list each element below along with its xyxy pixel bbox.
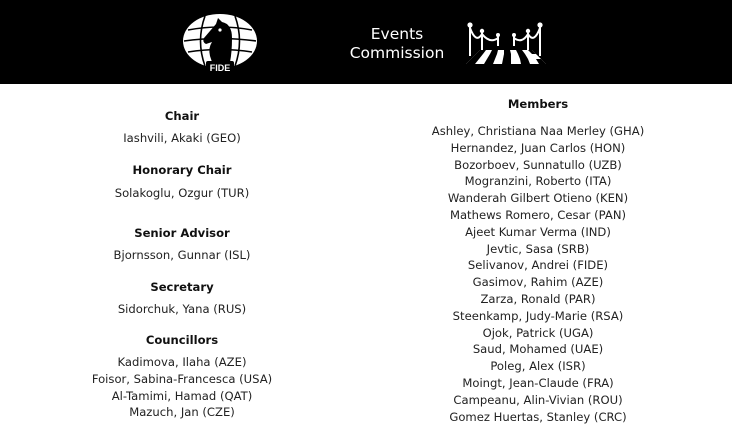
member-name: Campeanu, Alin-Vivian (ROU): [453, 392, 623, 407]
members-heading: Members: [507, 97, 569, 111]
councillors-heading: Councillors: [145, 333, 219, 347]
member-name: Gomez Huertas, Stanley (CRC): [449, 409, 627, 424]
councillor-name: Mazuch, Jan (CZE): [129, 405, 235, 419]
member-name: Gasimov, Rahim (AZE): [472, 275, 604, 290]
member-name: Wanderah Gilbert Otieno (KEN): [447, 191, 629, 206]
member-name: Steenkamp, Judy-Marie (RSA): [452, 308, 624, 323]
fide-knight-globe-icon: [182, 12, 258, 74]
secretary-heading: Secretary: [150, 280, 214, 294]
member-name: Jevtic, Sasa (SRB): [486, 241, 590, 256]
title-line-1: Events: [370, 25, 424, 43]
member-name: Mogranzini, Roberto (ITA): [464, 174, 612, 189]
councillor-name: Foisor, Sabina-Francesca (USA): [91, 372, 273, 386]
honorary-chair-heading: Honorary Chair: [132, 163, 232, 177]
councillor-name: Al-Tamimi, Hamad (QAT): [111, 389, 253, 403]
member-name: Ashley, Christiana Naa Merley (GHA): [431, 124, 645, 138]
secretary-name: Sidorchuk, Yana (RUS): [117, 302, 247, 316]
page-title: [340, 25, 454, 63]
member-name: Ojok, Patrick (UGA): [482, 325, 594, 340]
member-name: Moingt, Jean-Claude (FRA): [462, 375, 614, 390]
header-banner: [0, 0, 732, 84]
member-name: Mathews Romero, Cesar (PAN): [449, 207, 627, 222]
member-name: Ajeet Kumar Verma (IND): [465, 224, 611, 239]
member-name: Poleg, Alex (ISR): [490, 359, 586, 374]
senior-advisor-name: Bjornsson, Gunnar (ISL): [113, 248, 251, 262]
fide-logo-text: FIDE: [209, 63, 231, 73]
members-list: [405, 123, 671, 425]
senior-advisor-heading: Senior Advisor: [134, 226, 230, 240]
member-name: Hernandez, Juan Carlos (HON): [450, 140, 626, 155]
councillor-name: Kadimova, Ilaha (AZE): [117, 355, 247, 369]
member-name: Zarza, Ronald (PAR): [480, 291, 596, 306]
member-name: Saud, Mohamed (UAE): [472, 342, 604, 357]
chair-name: Iashvili, Akaki (GEO): [123, 131, 241, 145]
member-name: Selivanov, Andrei (FIDE): [467, 258, 609, 273]
chessboard-crown-icon: [462, 18, 550, 68]
chair-heading: Chair: [164, 109, 200, 123]
honorary-chair-name: Solakoglu, Ozgur (TUR): [114, 186, 250, 200]
title-line-2: Commission: [349, 44, 445, 62]
member-name: Bozorboev, Sunnatullo (UZB): [454, 157, 622, 172]
